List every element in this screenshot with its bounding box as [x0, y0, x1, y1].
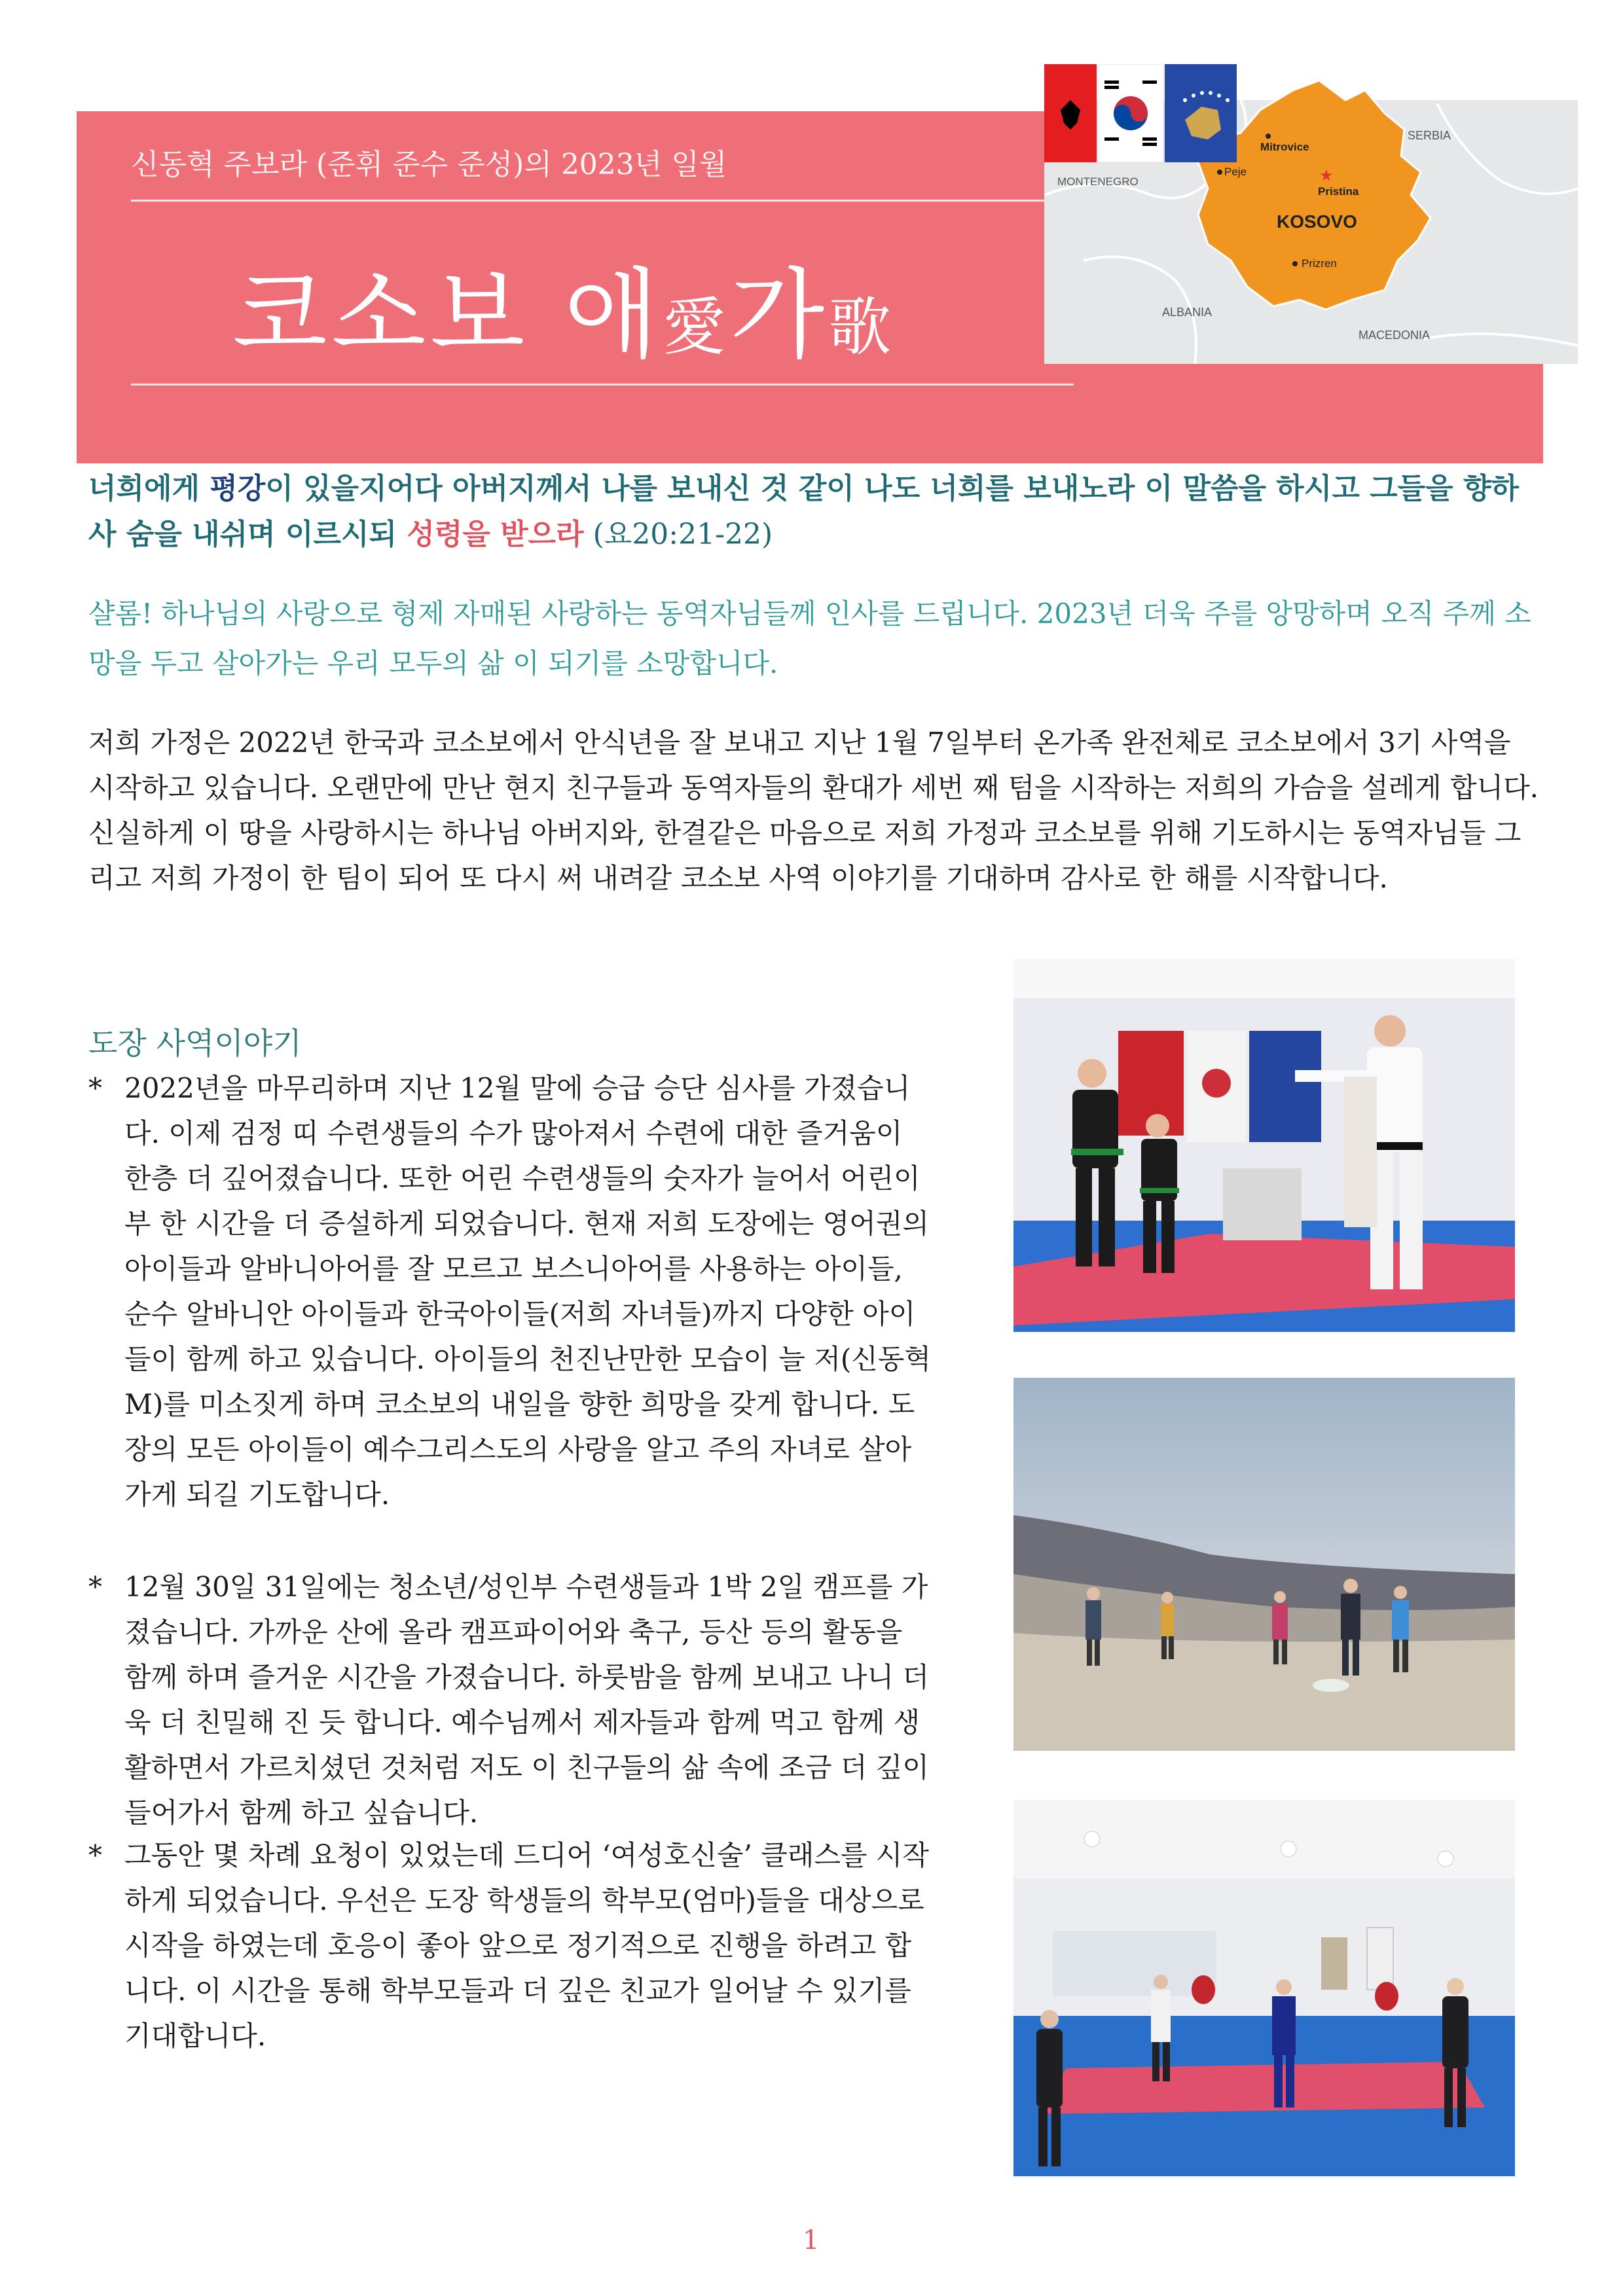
kosovo-flag: [1165, 64, 1237, 162]
bullet-text: 2022년을 마무리하며 지난 12월 말에 승급 승단 심사를 가졌습니다. 이제 검정 띠 수련생들의 수가 많아져서 수련에 대한 즐거움이 한층 더 깊어졌습니다. 또한 어린 수련생들의 숫자가 늘어서 어린이부 한 시간을 더 증설하게 되었습니다. 현재 저희 도장에는 영어권의 아이들과 알바니아어를 잘 모르고 보스니아어를 사용하는 아이들, 순수 알바니안 아이들과 한국아이들(저희 자녀들)까지 다양한 아이들이 함께 하고 있습니다. 아이들의 천진난만한 모습이 늘 저(신동혁M)를 미소짓게 하며 코소보의 내일을 향한 희망을 갖게 합니다. 도장의 모든 아이들이 예수그리스도의 사랑을 알고 주의 자녀로 살아가게 되길 기도합니다.: [124, 1072, 931, 1511]
verse-part-1: 너희에게: [88, 472, 210, 505]
title-text-1: 코소보 애: [232, 259, 663, 372]
photo-mountain-camp: [1013, 1378, 1515, 1751]
bullet-mark: *: [88, 1839, 102, 1871]
korea-flag: [1098, 64, 1163, 162]
photo-self-defense-class: [1013, 1800, 1515, 2176]
section-title: 도장 사역이야기: [88, 1026, 302, 1061]
map-label-mitrovice: Mitrovice: [1260, 141, 1309, 153]
greeting-paragraph: 샬롬! 하나님의 사랑으로 형제 자매된 사랑하는 동역자님들께 인사를 드립니다. 2023년 더욱 주를 앙망하며 오직 주께 소망을 두고 살아가는 우리 모두의 삶 이 되기를 소망합니다.: [88, 598, 1531, 679]
title-hanja-1: 愛: [663, 291, 730, 364]
title-text-2: 가: [729, 259, 829, 372]
map-label-kosovo: KOSOVO: [1277, 211, 1357, 232]
map-label-pristina: Pristina: [1318, 185, 1359, 198]
capital-star-icon: ★: [1319, 167, 1334, 185]
map-label-macedonia: MACEDONIA: [1359, 329, 1431, 342]
page-title: [232, 236, 895, 377]
bullet-mark: *: [88, 1571, 102, 1603]
map-label-serbia: SERBIA: [1408, 129, 1451, 142]
map-label-albania: ALBANIA: [1162, 306, 1213, 319]
map-label-peje: Peje: [1224, 166, 1247, 178]
verse-keyword-spirit: 성령을 받으라: [407, 518, 584, 551]
verse-keyword-peace: 평강: [210, 472, 266, 505]
header-divider-bottom: [131, 384, 1074, 386]
bullet-text: 그동안 몇 차례 요청이 있었는데 드디어 ‘여성호신술’ 클래스를 시작하게 되었습니다. 우선은 도장 학생들의 학부모(엄마)들을 대상으로 시작을 하였는데 호응이 좋아 앞으로 정기적으로 진행을 하려고 합니다. 이 시간을 통해 학부모들과 더 깊은 친교가 일어날 수 있기를 기대합니다.: [124, 1839, 929, 2052]
map-label-prizren: Prizren: [1302, 257, 1337, 270]
kosovo-map: [1044, 64, 1578, 364]
page-number: 1: [803, 2225, 820, 2255]
bullet-text: 12월 30일 31일에는 청소년/성인부 수련생들과 1박 2일 캠프를 가졌습니다. 가까운 산에 올라 캠프파이어와 축구, 등산 등의 활동을 함께 하며 즐거운 시간을 가졌습니다. 하룻밤을 함께 보내고 나니 더욱 더 친밀해 진 듯 합니다. 예수님께서 제자들과 함께 먹고 함께 생활하면서 가르치셨던 것처럼 저도 이 친구들의 삶 속에 조금 더 깊이 들어가서 함께 하고 싶습니다.: [124, 1571, 929, 1829]
map-label-montenegro: MONTENEGRO: [1057, 175, 1139, 188]
intro-paragraph: 저희 가정은 2022년 한국과 코소보에서 안식년을 잘 보내고 지난 1월 7일부터 온가족 완전체로 코소보에서 3기 사역을 시작하고 있습니다. 오랜만에 만난 현지 친구들과 동역자들의 환대가 세번 째 텀을 시작하는 저희의 가슴을 설레게 합니다. 신실하게 이 땅을 사랑하시는 하나님 아버지와, 한결같은 마음으로 저희 가정과 코소보를 위해 기도하시는 동역자님들 그리고 저희 가정이 한 팀이 되어 또 다시 써 내려갈 코소보 사역 이야기를 기대하며 감사로 한 해를 시작합니다.: [88, 726, 1539, 894]
title-hanja-2: 歌: [828, 291, 896, 364]
header-divider-top: [131, 200, 1074, 202]
verse-part-2: 이 있을지어다 아버지께서 나를 보내신 것 같이 나도 너희를 보내노라 이 말씀을 하시고 그들을 향하사 숨을 내쉬며 이르시되: [88, 472, 1519, 551]
scripture-verse: [88, 466, 1545, 558]
bullet-mark: *: [88, 1072, 102, 1104]
verse-reference: (요20:21-22): [583, 518, 773, 551]
photo-promotion-test: [1013, 959, 1515, 1332]
albania-flag: [1044, 64, 1097, 162]
header-subtitle: 신동혁 주보라 (준휘 준수 준성)의 2023년 일월: [131, 148, 727, 181]
